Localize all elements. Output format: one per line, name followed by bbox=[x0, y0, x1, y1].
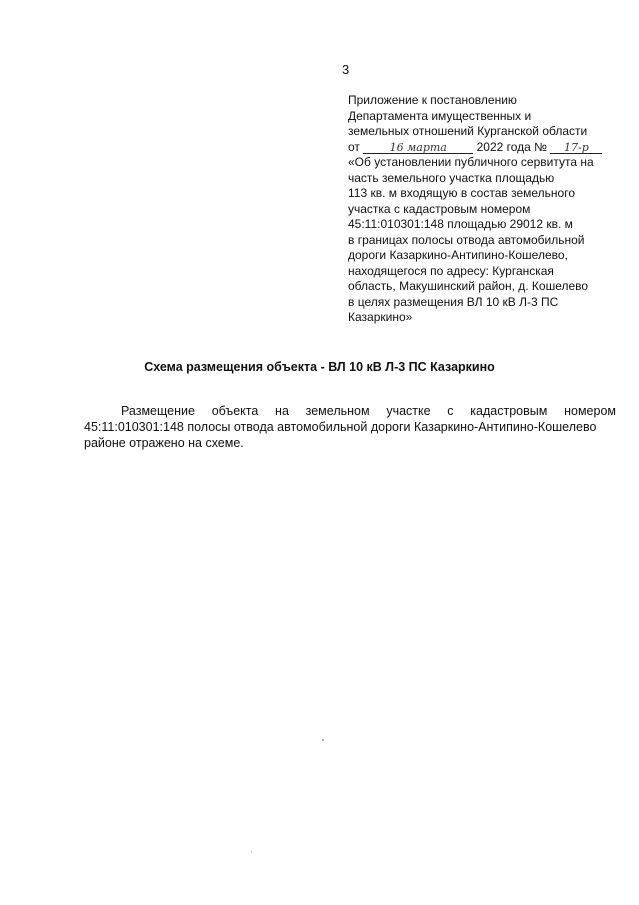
year-text: 2022 года № bbox=[476, 139, 548, 154]
appendix-line: часть земельного участка площадью bbox=[348, 170, 555, 185]
appendix-line: 113 кв. м входящую в состав земельного bbox=[348, 186, 576, 200]
handwritten-date: 16 марта bbox=[363, 142, 473, 154]
page-number: 3 bbox=[342, 62, 350, 77]
body-line: районе отражено на схеме. bbox=[84, 436, 244, 450]
appendix-line: в целях размещения ВЛ 10 кВ Л-3 ПС bbox=[348, 294, 559, 309]
appendix-date-line bbox=[348, 140, 623, 156]
appendix-block bbox=[348, 93, 623, 326]
appendix-line: Казаркино» bbox=[348, 310, 413, 324]
appendix-line: участка с кадастровым номером bbox=[348, 201, 531, 216]
appendix-line: земельных отношений Курганской области bbox=[348, 124, 588, 138]
appendix-line: Департамента имущественных и bbox=[348, 108, 532, 123]
appendix-line: находящегося по адресу: Курганская bbox=[348, 263, 554, 278]
appendix-line: дороги Казаркино-Антипино-Кошелево, bbox=[348, 248, 568, 262]
scan-speck bbox=[322, 739, 324, 741]
appendix-line: область, Макушинский район, д. Кошелево bbox=[348, 279, 589, 293]
appendix-line: 45:11:010301:148 площадью 29012 кв. м bbox=[348, 217, 573, 231]
body-line: Размещение объекта на земельном участке с кадастровым номером bbox=[121, 404, 616, 418]
appendix-line: «Об установлении публичного сервитута на bbox=[348, 155, 594, 169]
handwritten-number: 17-р bbox=[550, 142, 602, 154]
document-title: Схема размещения объекта - ВЛ 10 кВ Л-3 ПС Казаркино bbox=[144, 360, 495, 374]
body-paragraph bbox=[84, 403, 616, 451]
appendix-line: в границах полосы отвода автомобильной bbox=[348, 232, 585, 247]
date-prefix: от bbox=[348, 139, 360, 154]
scan-speck bbox=[251, 851, 252, 852]
appendix-line: Приложение к постановлению bbox=[348, 93, 517, 107]
body-line: 45:11:010301:148 полосы отвода автомобильной дороги Казаркино-Антипино-Кошелево bbox=[84, 420, 597, 434]
